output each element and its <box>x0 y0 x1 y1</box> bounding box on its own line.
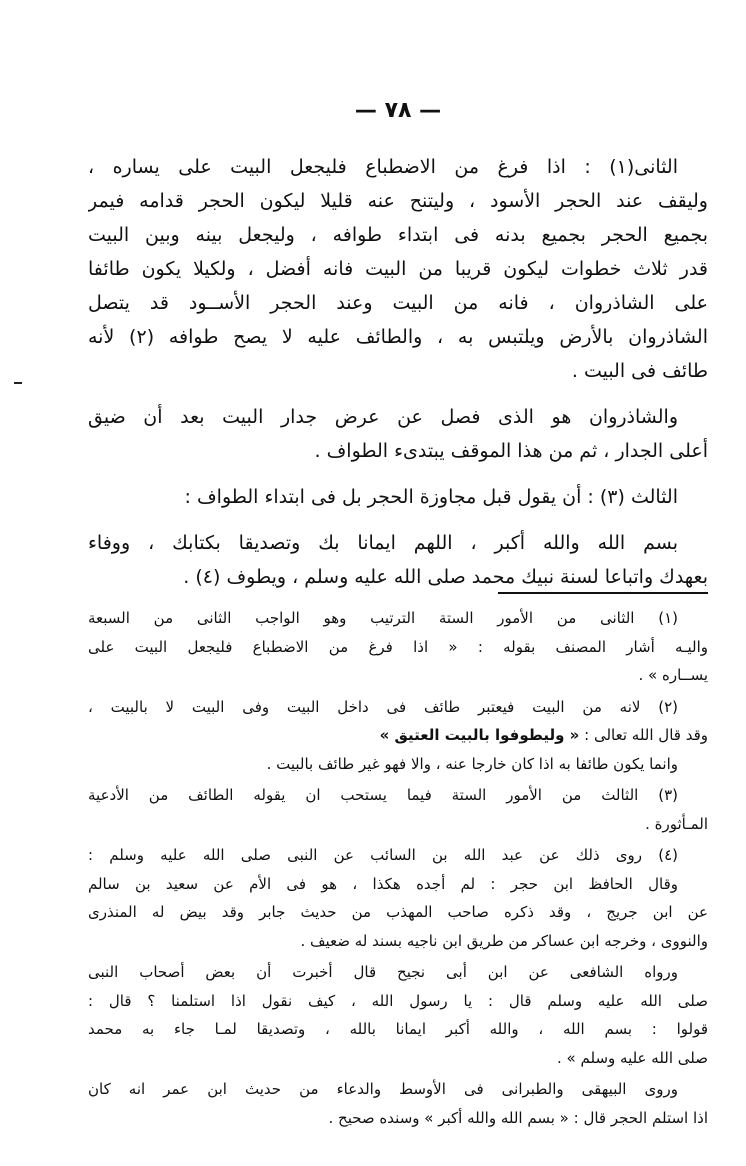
footnote-line: يســاره » . <box>638 666 708 684</box>
footnote-3 <box>88 781 708 838</box>
footnote-line: ورواه الشافعى عن ابن أبى نجيح قال أخبرت أن بعض أصحاب النبى <box>88 963 678 981</box>
text-line: قدر ثلاث خطوات ليكون قريبا من البيت فانه أفضل ، ولكيلا يكون طائفا <box>88 258 708 280</box>
footnote-line: وانما يكون طائفا به اذا كان خارجا عنه ، والا فهو غير طائف بالبيت . <box>266 754 678 773</box>
footnote-line: والنووى ، وخرجه ابن عساكر من طريق ابن ناجيه بسند له ضعيف . <box>300 931 708 950</box>
footnotes <box>88 604 708 1135</box>
text-line: الشاذروان بالأرض ويلتبس به ، والطائف عليه لا يصح طوافه (٢) لأنه <box>88 326 708 348</box>
text-line: وليقف عند الحجر الأسود ، وليتنح عنه قليلا ليكون الحجر قدامه فيمر <box>88 190 708 212</box>
text-line: والشاذروان هو الذى فصل عن عرض جدار البيت بعد أن ضيق <box>88 406 678 428</box>
footnote-line: المـأثورة . <box>645 814 708 833</box>
footnote-line: (١) الثانى من الأمور الستة الترتيب وهو الواجب الثانى من السبعة <box>88 609 678 627</box>
footnote-line: (٤) روى ذلك عن عبد الله بن السائب عن النبى صلى الله عليه وسلم : <box>88 846 678 864</box>
paragraph-supplication <box>88 526 708 594</box>
footnote-line: صلى الله عليه وسلم » . <box>557 1048 708 1067</box>
paragraph-third-step <box>88 480 708 514</box>
footnote-line: (٢) لانه من البيت فيعتبر طائف فى داخل البيت وفى البيت لا بالبيت ، <box>88 697 678 716</box>
text-line: الثانى(١) : اذا فرغ من الاضطباع فليجعل البيت على يساره ، <box>88 156 678 178</box>
footnote-line-prefix: وقد قال الله تعالى : <box>579 726 708 744</box>
footnote-line: اذا استلم الحجر قال : « بسم الله والله أكبر » وسنده صحيح . <box>328 1108 708 1127</box>
text-line: بعهدك واتباعا لسنة نبيك محمد صلى الله عليه وسلم ، ويطوف (٤) . <box>183 566 708 588</box>
footnote-4 <box>88 841 708 955</box>
margin-mark <box>14 382 22 384</box>
footnote-line: (٣) الثالث من الأمور الستة فيما يستحب ان يقوله الطائف من الأدعية <box>88 786 678 804</box>
text-line: الثالث (٣) : أن يقول قبل مجاوزة الحجر بل فى ابتداء الطواف : <box>184 486 678 508</box>
footnote-line: وقال الحافظ ابن حجر : لم أجده هكذا ، هو فى الأم عن سعيد بن سالم <box>88 874 678 893</box>
footnote-line <box>88 721 708 750</box>
footnote-line: واليـه أشار المصنف بقوله : « اذا فرغ من الاضطباع فليجعل البيت على <box>88 637 708 656</box>
footnote-1 <box>88 604 708 690</box>
text-line: بجميع الحجر بجميع بدنه فى ابتداء طوافه ، وليجعل بينه وبين البيت <box>88 224 708 246</box>
footnote-4-bayhaqi <box>88 1075 708 1132</box>
text-line: بسم الله والله أكبر ، اللهم ايمانا بك وتصديقا بكتابك ، ووفاء <box>88 532 678 554</box>
main-text <box>88 150 708 606</box>
footnote-line: صلى الله عليه وسلم قال : يا رسول الله ، كيف نقول اذا استلمنا ؟ قال : <box>88 991 708 1010</box>
footnote-separator <box>498 592 708 594</box>
text-line: طائف فى البيت . <box>571 360 708 382</box>
footnote-line: قولوا : بسم الله ، والله أكبر ايمانا بالله ، وتصديقا لمـا جاء به محمد <box>88 1020 708 1038</box>
paragraph-second-step <box>88 150 708 388</box>
footnote-4-shafii <box>88 958 708 1072</box>
text-line: على الشاذروان ، فانه من البيت وعند الحجر الأســود قد يتصل <box>88 292 708 314</box>
footnote-line: وروى البيهقى والطبرانى فى الأوسط والدعاء من حديث ابن عمر انه كان <box>88 1080 678 1098</box>
quran-quote: « وليطوفوا بالبيت العتيق » <box>379 726 580 744</box>
book-page <box>88 0 708 1166</box>
footnote-line: عن ابن جريج ، وقد ذكره صاحب المهذب من حديث جابر وقد بيض له المنذرى <box>88 903 708 921</box>
text-line: أعلى الجدار ، ثم من هذا الموقف يبتدىء الطواف . <box>314 440 708 462</box>
footnote-2 <box>88 693 708 779</box>
page-number: — ٧٨ — <box>354 98 442 123</box>
paragraph-shadharwan <box>88 400 708 468</box>
